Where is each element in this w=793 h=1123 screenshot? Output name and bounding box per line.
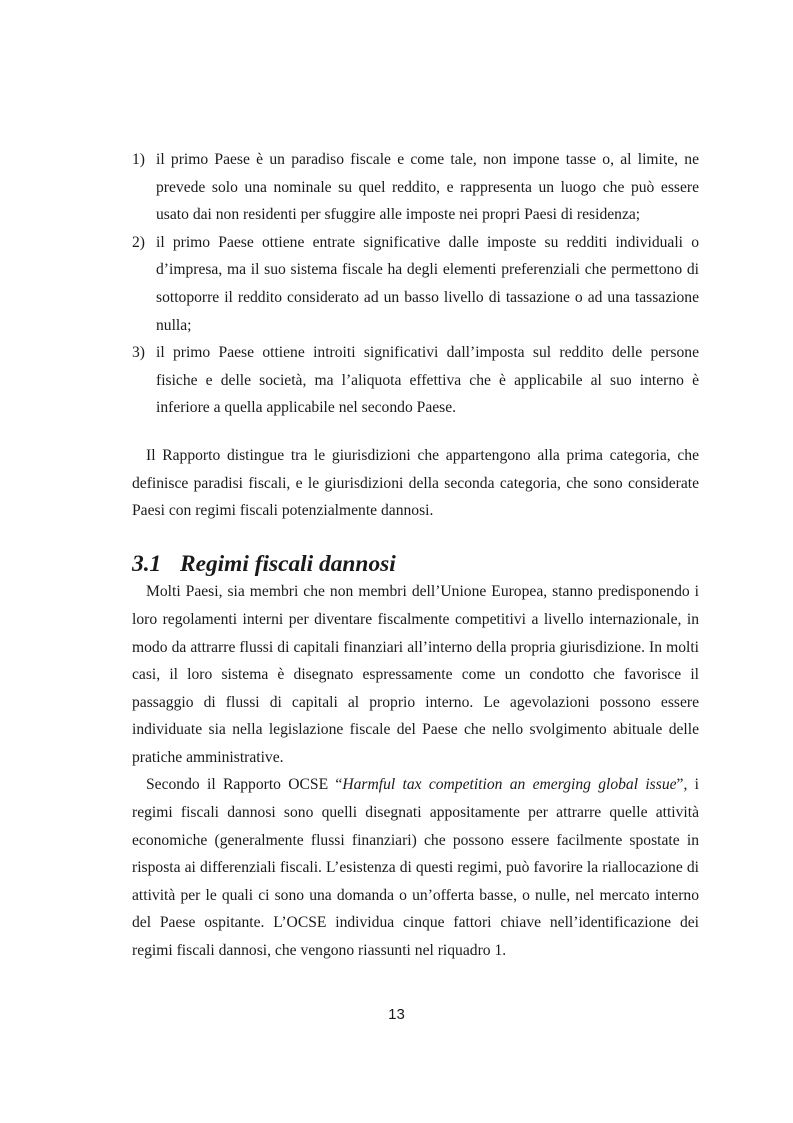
paragraph-text-after: ”, i regimi fiscali dannosi sono quelli disegnati appositamente per attrarre quelle attività economiche (generalmente flussi finanziari) che possono essere facilmente spostate in risposta ai differenziali fiscali. L’esistenza di questi regimi, può favorire la riallocazione di attività per le quali ci sono una domanda o un’offerta basse, o nulle, nel mercato interno del Paese ospitante. L’OCSE individua cinque fattori chiave nell’identificazione dei regimi fiscali dannosi, che vengono riassunti nel riquadro 1.: [132, 776, 699, 960]
intro-paragraph: Il Rapporto distingue tra le giurisdizioni che appartengono alla prima categoria, che definisce paradisi fiscali, e le giurisdizioni della seconda categoria, che sono considerate Paesi con regimi fiscali potenzialmente dannosi.: [132, 446, 699, 520]
list-item: [132, 339, 699, 422]
list-item: [132, 146, 699, 229]
paragraph-text-before: Secondo il Rapporto OCSE “: [146, 776, 343, 794]
list-item-text: il primo Paese ottiene introiti significativi dall’imposta sul reddito delle persone fisiche e delle società, ma l’aliquota effettiva che è applicabile al suo interno è inferiore a quella applicabile nel secondo Paese.: [156, 344, 699, 417]
page-number: 13: [388, 1006, 405, 1023]
list-item-number: 2): [132, 233, 145, 251]
section-number: 3.1: [132, 550, 162, 577]
body-paragraph-ocse: [132, 771, 699, 964]
list-item-text: il primo Paese è un paradiso fiscale e come tale, non impone tasse o, al limite, ne prevede solo una nominale su quel reddito, e rappresenta un luogo che può essere usato dai non residenti per sfuggire alle imposte nei propri Paesi di residenza;: [156, 151, 699, 224]
section-heading: [132, 551, 699, 579]
body-paragraph: Molti Paesi, sia membri che non membri dell’Unione Europea, stanno predisponendo i loro regolamenti interni per diventare fiscalmente competitivi a livello internazionale, in modo da attrarre flussi di capitali finanziari all’interno della propria giurisdizione. In molti casi, il loro sistema è disegnato espressamente come un condotto che favorisce il passaggio di flussi di capitali al proprio interno. Le agevolazioni possono essere individuate sia nella legislazione fiscale del Paese che nello svolgimento abituale delle pratiche amministrative.: [132, 583, 699, 766]
list-item: [132, 229, 699, 339]
list-item-number: 3): [132, 344, 145, 362]
list-item-number: 1): [132, 151, 145, 168]
report-title-italic: Harmful tax competition an emerging global issue: [342, 776, 677, 794]
page-content: [132, 146, 699, 965]
numbered-list: [132, 146, 699, 422]
section-title: Regimi fiscali dannosi: [180, 550, 396, 577]
list-item-text: il primo Paese ottiene entrate significative dalle imposte su redditi individuali o d’impresa, ma il suo sistema fiscale ha degli elementi preferenziali che permettono di sottoporre il reddito considerato ad un basso livello di tassazione o ad una tassazione nulla;: [156, 233, 699, 334]
